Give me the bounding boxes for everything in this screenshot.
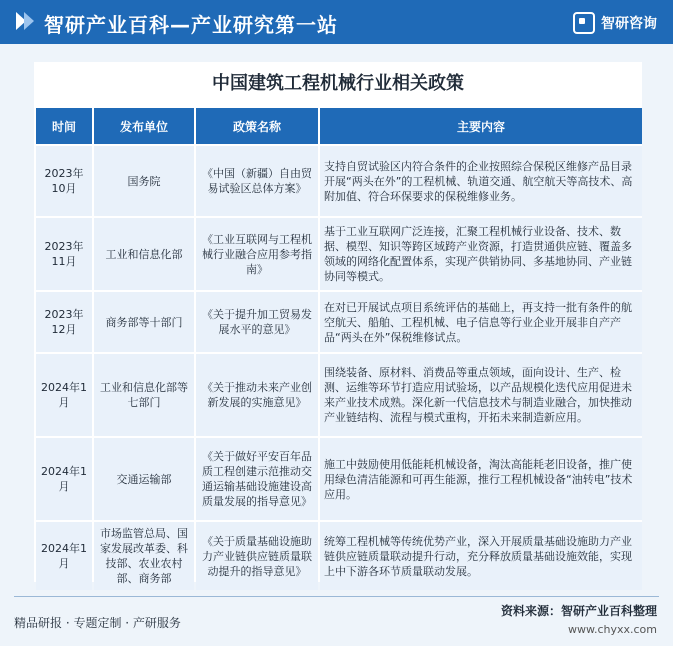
table-row — [36, 438, 642, 520]
site-url[interactable]: www.chyxx.com — [567, 623, 657, 636]
cell-time: 2024年1月 — [36, 438, 92, 520]
site-title: 智研产业百科—产业研究第一站 — [44, 13, 338, 37]
cell-content: 在对已开展试点项目系统评估的基础上，再支持一批有条件的航空航天、船舶、工程机械、电子信息等行业企业开展非自产产品“两头在外”保税维修试点。 — [320, 292, 642, 352]
column-header-issuer: 发布单位 — [94, 108, 194, 144]
cell-time: 2024年1月 — [36, 354, 92, 436]
table-row — [36, 146, 642, 216]
column-header-time: 时间 — [36, 108, 92, 144]
cell-policy: 《关于质量基础设施助力产业链供应链质量联动提升的指导意见》 — [196, 522, 318, 590]
brand-mark-icon — [14, 10, 36, 32]
brand-logo[interactable] — [573, 12, 657, 34]
policy-table — [34, 106, 644, 592]
cell-issuer: 交通运输部 — [94, 438, 194, 520]
brand-name: 智研咨询 — [601, 16, 657, 32]
column-header-content: 主要内容 — [320, 108, 642, 144]
cell-time: 2023年12月 — [36, 292, 92, 352]
policy-table-card — [34, 62, 642, 585]
cell-issuer: 市场监管总局、国家发展改革委、科技部、农业农村部、商务部 — [94, 522, 194, 590]
table-header-row — [36, 108, 642, 144]
footer-divider — [14, 596, 659, 597]
cell-content: 围绕装备、原材料、消费品等重点领域，面向设计、生产、检测、运维等环节打造应用试验场，以产品规模化迭代应用促进未来产业技术成熟。深化新一代信息技术与制造业融合，加快推动产业链结构、流程与模式重构，开拓未来制造新应用。 — [320, 354, 642, 436]
logo-icon — [573, 12, 595, 34]
cell-policy: 《关于提升加工贸易发展水平的意见》 — [196, 292, 318, 352]
cell-policy: 《中国（新疆）自由贸易试验区总体方案》 — [196, 146, 318, 216]
footer-source-block — [501, 602, 657, 636]
cell-policy: 《工业互联网与工程机械行业融合应用参考指南》 — [196, 218, 318, 290]
cell-time: 2024年1月 — [36, 522, 92, 590]
cell-time: 2023年11月 — [36, 218, 92, 290]
footer — [0, 596, 673, 646]
source-note: 资料来源：智研产业百科整理 — [500, 604, 657, 618]
cell-content: 支持自贸试验区内符合条件的企业按照综合保税区维修产品目录开展“两头在外”的工程机械、轨道交通、航空航天等高技术、高附加值、符合环保要求的保税维修业务。 — [320, 146, 642, 216]
cell-content: 基于工业互联网广泛连接，汇聚工程机械行业设备、技术、数据、模型、知识等跨区域跨产业资源，打造贯通供应链、覆盖多领域的网络化配置体系，实现产供销协同、多基地协同、产业链协同等模式。 — [320, 218, 642, 290]
cell-policy: 《关于推动未来产业创新发展的实施意见》 — [196, 354, 318, 436]
cell-policy: 《关于做好平安百年品质工程创建示范推动交通运输基础设施建设高质量发展的指导意见》 — [196, 438, 318, 520]
cell-issuer: 商务部等十部门 — [94, 292, 194, 352]
table-row — [36, 218, 642, 290]
cell-content: 施工中鼓励使用低能耗机械设备，淘汰高能耗老旧设备，推广使用绿色清洁能源和可再生能源，推行工程机械设备“油转电”技术应用。 — [320, 438, 642, 520]
column-header-policy: 政策名称 — [196, 108, 318, 144]
header-bar — [0, 0, 673, 44]
table-row — [36, 292, 642, 352]
cell-issuer: 国务院 — [94, 146, 194, 216]
cell-content: 统筹工程机械等传统优势产业，深入开展质量基础设施助力产业链供应链质量联动提升行动，充分释放质量基础设施效能，实现上中下游各环节质量联动发展。 — [320, 522, 642, 590]
footer-services: 精品研报 · 专题定制 · 产研服务 — [14, 616, 181, 630]
table-row — [36, 522, 642, 590]
cell-issuer: 工业和信息化部等七部门 — [94, 354, 194, 436]
cell-issuer: 工业和信息化部 — [94, 218, 194, 290]
cell-time: 2023年10月 — [36, 146, 92, 216]
table-title: 中国建筑工程机械行业相关政策 — [212, 73, 464, 94]
table-row — [36, 354, 642, 436]
